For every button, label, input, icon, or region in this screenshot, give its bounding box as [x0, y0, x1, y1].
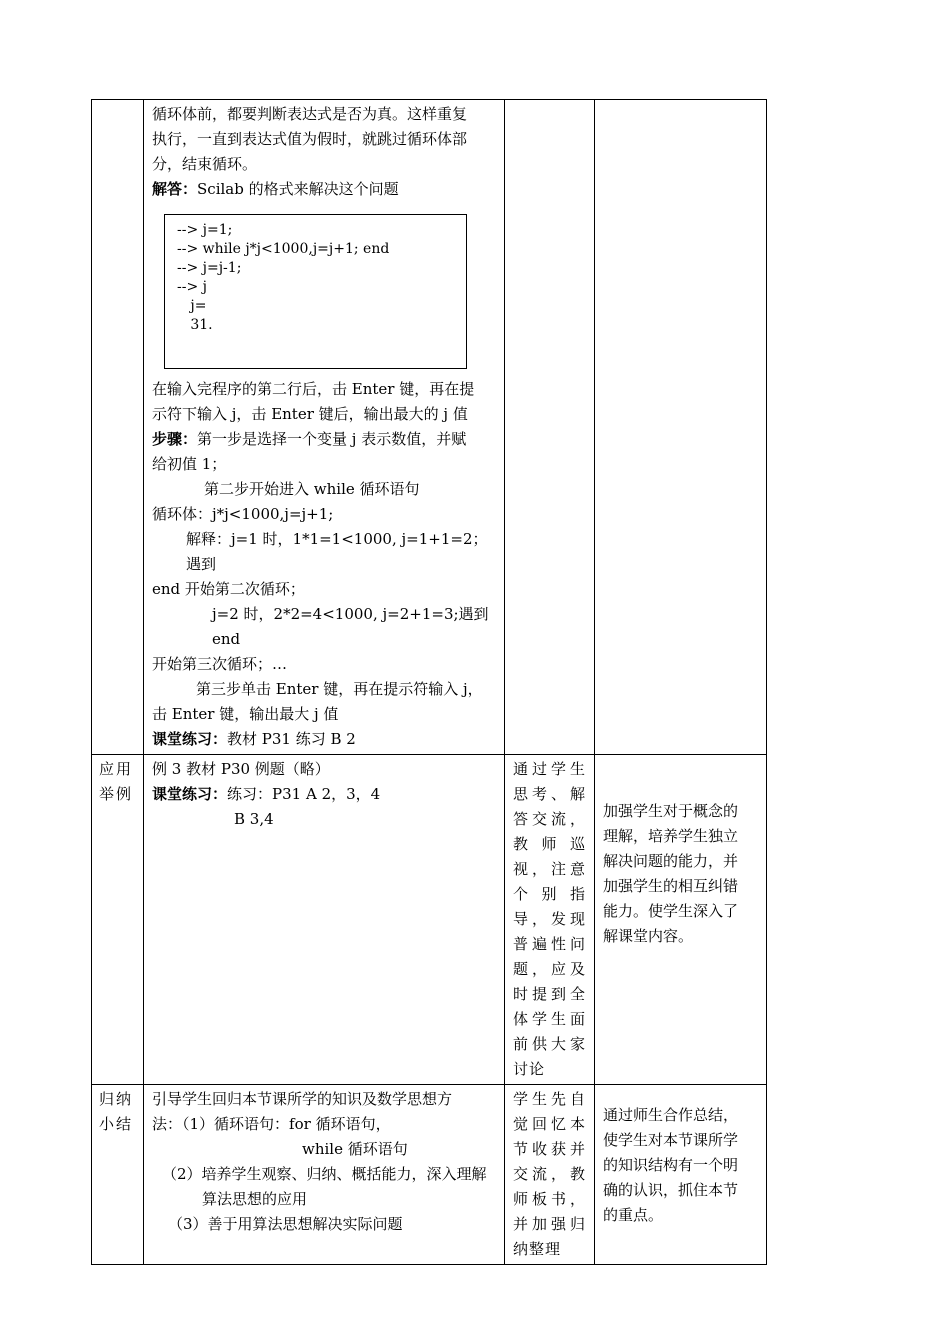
text-line: 击 Enter 键，输出最大 j 值 [152, 705, 339, 723]
goal-cell [595, 1085, 767, 1265]
goal-cell [595, 755, 767, 1085]
text-line: 讨论 [513, 1060, 546, 1078]
goal-cell [595, 100, 767, 755]
text-line: 普遍性问 [513, 935, 586, 953]
text-line: 学生先自 [513, 1090, 586, 1108]
text-line: 引导学生回归本节课所学的知识及数学思想方 [152, 1090, 453, 1108]
text-line: 教 师 巡 [513, 835, 586, 853]
stage-cell [92, 1085, 144, 1265]
text-line: 示符下输入 j，击 Enter 键后，输出最大的 j 值 [152, 405, 468, 423]
text-line: 第三步单击 Enter 键，再在提示符输入 j， [196, 680, 483, 698]
text-line: 并加强归 [513, 1215, 586, 1233]
stage-label: 小结 [99, 1115, 134, 1133]
text-line: 算法思想的应用 [202, 1190, 308, 1208]
steps-label: 步骤： [152, 430, 198, 448]
code-line: --> j=1; [177, 222, 233, 238]
text-line: 解决问题的能力，并 [603, 852, 739, 870]
text-line: 通过师生合作总结， [603, 1106, 739, 1124]
practice-label: 课堂练习： [152, 730, 228, 748]
stage-cell [92, 100, 144, 755]
text-line: （2）培养学生观察、归纳、概括能力，深入理解 [162, 1165, 487, 1183]
text-line: 导，发现 [513, 910, 586, 928]
stage-label: 举例 [99, 785, 134, 803]
text-line: 确的认识，抓住本节 [603, 1181, 739, 1199]
lesson-plan-table [91, 99, 767, 1265]
table-row [92, 100, 767, 755]
practice-label: 课堂练习： [152, 785, 228, 803]
text-line: 觉回忆本 [513, 1115, 586, 1133]
stage-cell [92, 755, 144, 1085]
text-line: B 3,4 [234, 810, 274, 828]
code-line: 31. [177, 317, 213, 333]
text-line: 给初值 1； [152, 455, 227, 473]
text-line: 解课堂内容。 [603, 927, 694, 945]
text-line: 时提到全 [513, 985, 586, 1003]
code-line: --> j=j-1; [177, 260, 242, 276]
stage-label: 应用 [99, 760, 134, 778]
text-line: （3）善于用算法思想解决实际问题 [168, 1215, 403, 1233]
text-line: 节收获并 [513, 1140, 586, 1158]
text-line: 通过学生 [513, 760, 586, 778]
text-line: 分，结束循环。 [152, 155, 258, 173]
text-line: 加强学生的相互纠错 [603, 877, 739, 895]
answer-text: Scilab 的格式来解决这个问题 [197, 180, 399, 198]
text-line: 循环体：j*j<1000,j=j+1; [152, 505, 334, 523]
text-line: 执行，一直到表达式值为假时，就跳过循环体部 [152, 130, 468, 148]
text-line: 交流，教 [513, 1165, 586, 1183]
answer-line [152, 177, 496, 202]
text-line: 题，应及 [513, 960, 586, 978]
step1-text: 第一步是选择一个变量 j 表示数值，并赋 [197, 430, 467, 448]
text-line: 在输入完程序的第二行后，击 Enter 键，再在提 [152, 380, 475, 398]
activity-cell [505, 100, 595, 755]
content-cell [144, 100, 505, 755]
practice-line [152, 727, 496, 752]
activity-cell [505, 1085, 595, 1265]
text-line: 开始第三次循环；… [152, 655, 288, 673]
table-row [92, 1085, 767, 1265]
practice-text: 练习：P31 A 2，3，4 [227, 785, 381, 803]
text-line: 前供大家 [513, 1035, 586, 1053]
text-line: j=2 时，2*2=4<1000, j=2+1=3;遇到 end [212, 605, 489, 648]
table-row [92, 755, 767, 1085]
text-line: while 循环语句 [302, 1140, 408, 1158]
text-line: 视，注意 [513, 860, 586, 878]
steps-line [152, 427, 496, 452]
content-cell [144, 1085, 505, 1265]
text-line: 理解，培养学生独立 [603, 827, 739, 845]
text-line: 法：（1）循环语句：for 循环语句， [152, 1115, 391, 1133]
text-line: 使学生对本节课所学 [603, 1131, 739, 1149]
stage-label: 归纳 [99, 1090, 134, 1108]
practice-line [152, 782, 496, 807]
text-line: 能力。使学生深入了 [603, 902, 739, 920]
text-line: 师板书， [513, 1190, 586, 1208]
text-line: 思考、解 [513, 785, 586, 803]
code-line: --> j [177, 279, 207, 295]
content-cell [144, 755, 505, 1085]
text-line: 例 3 教材 P30 例题（略） [152, 760, 330, 778]
text-line: 的知识结构有一个明 [603, 1156, 739, 1174]
text-line: 第二步开始进入 while 循环语句 [204, 480, 420, 498]
text-line: 加强学生对于概念的 [603, 802, 739, 820]
text-line: 纳整理 [513, 1240, 562, 1258]
answer-label: 解答： [152, 180, 198, 198]
practice-text: 教材 P31 练习 B 2 [227, 730, 356, 748]
code-line: j= [177, 298, 207, 314]
code-box [164, 214, 467, 369]
text-line: 体学生面 [513, 1010, 586, 1028]
text-line: 解释：j=1 时，1*1=1<1000, j=1+1=2；遇到 [186, 530, 488, 573]
activity-cell [505, 755, 595, 1085]
text-line: 答交流， [513, 810, 586, 828]
text-line: 循环体前，都要判断表达式是否为真。这样重复 [152, 105, 468, 123]
text-line: end 开始第二次循环； [152, 580, 305, 598]
code-line: --> while j*j<1000,j=j+1; end [177, 241, 390, 257]
text-line: 的重点。 [603, 1206, 664, 1224]
text-line: 个 别 指 [513, 885, 586, 903]
